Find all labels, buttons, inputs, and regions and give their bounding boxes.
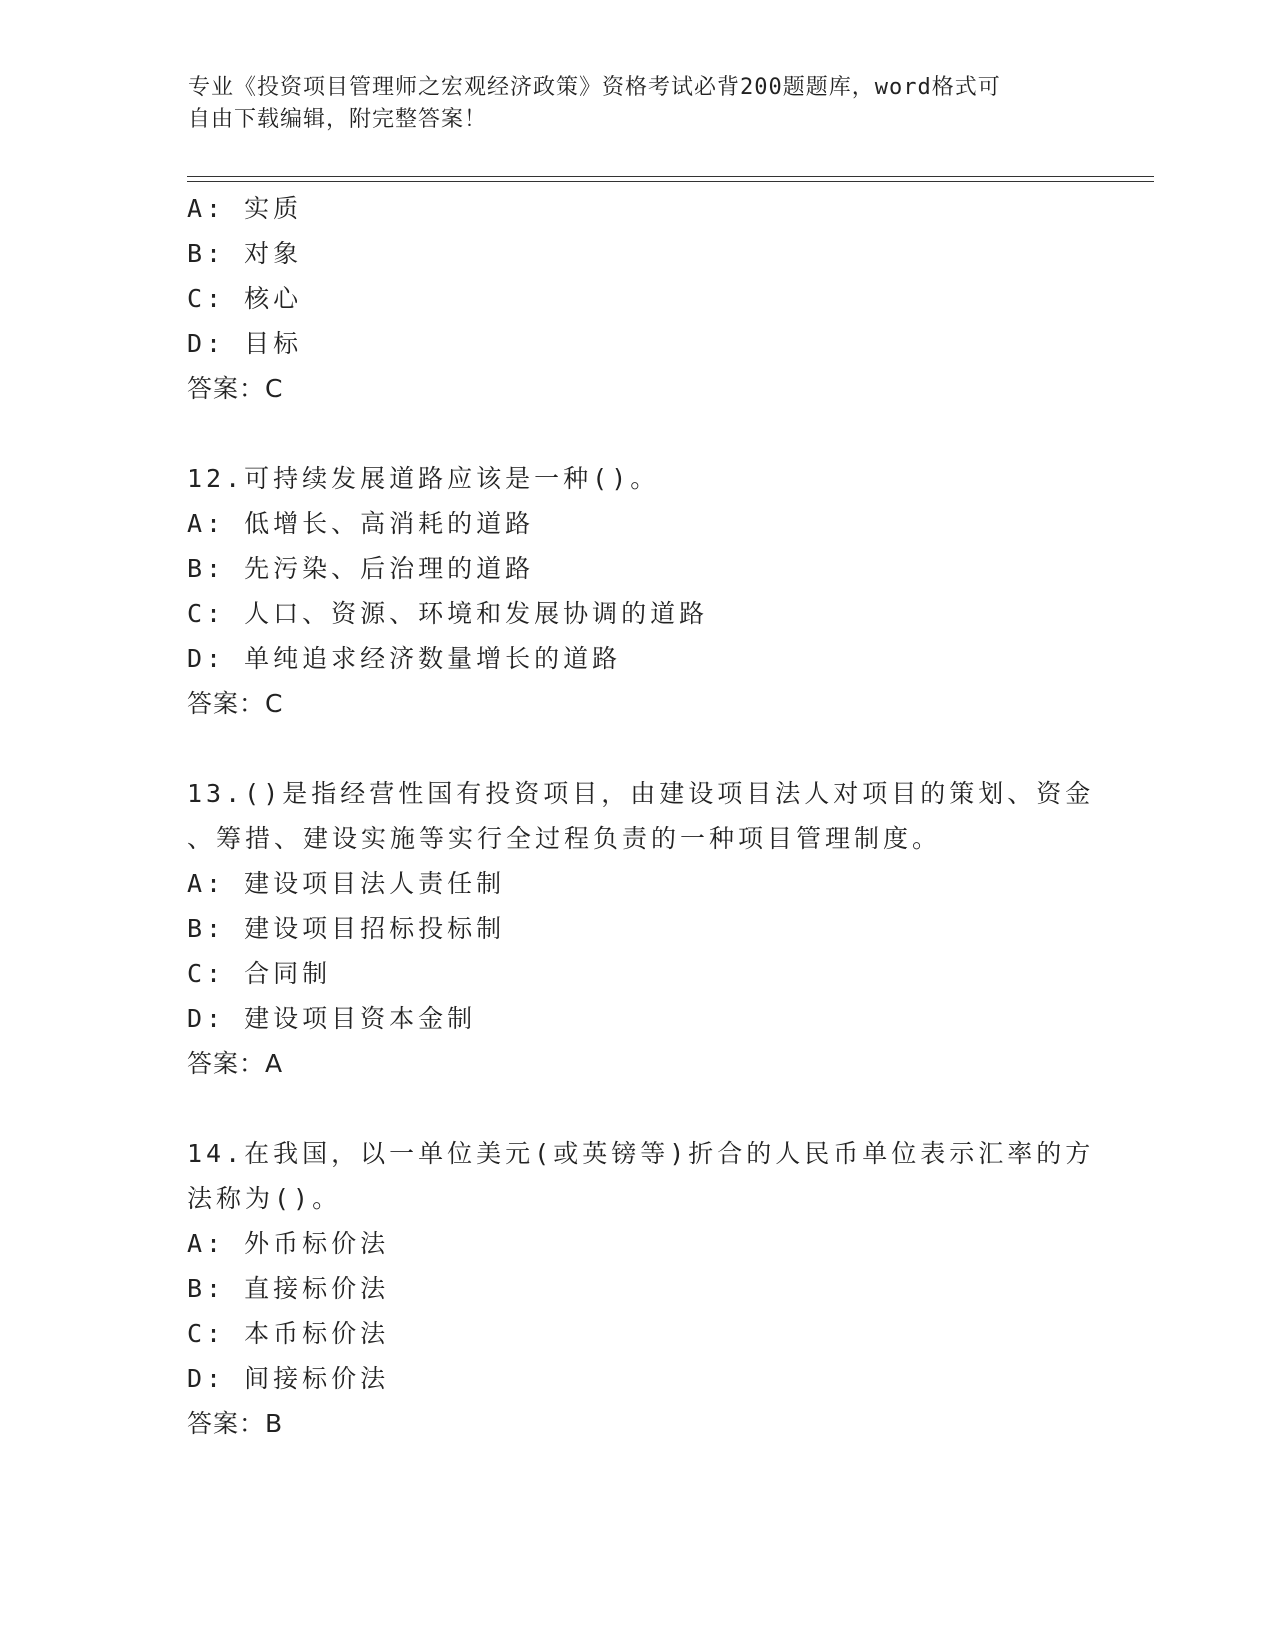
q13-option-d: D: 建设项目资本金制 xyxy=(187,1004,477,1033)
q11-option-b: B: 对象 xyxy=(187,239,303,268)
q13-option-a: A: 建设项目法人责任制 xyxy=(187,869,506,898)
q12-stem: 12.可持续发展道路应该是一种()。 xyxy=(187,464,660,493)
q13-option-b: B: 建设项目招标投标制 xyxy=(187,914,506,943)
header-line-1: 专业《投资项目管理师之宏观经济政策》资格考试必背200题题库，word格式可 xyxy=(188,75,1001,100)
q14-stem-line-1: 14.在我国，以一单位美元(或英镑等)折合的人民币单位表示汇率的方 xyxy=(187,1139,1095,1168)
q14-option-a: A: 外币标价法 xyxy=(187,1229,390,1258)
q11-option-a: A: 实质 xyxy=(187,194,303,223)
q13-answer: 答案：A xyxy=(187,1049,284,1078)
document-header xyxy=(188,72,1068,136)
q12-option-b: B: 先污染、后治理的道路 xyxy=(187,554,535,583)
header-line-2: 自由下载编辑，附完整答案！ xyxy=(188,107,488,132)
q12-option-c: C: 人口、资源、环境和发展协调的道路 xyxy=(187,599,709,628)
header-divider-bottom xyxy=(187,181,1154,182)
q11-option-c: C: 核心 xyxy=(187,284,303,313)
q14-answer: 答案：B xyxy=(187,1409,284,1438)
q12-option-a: A: 低增长、高消耗的道路 xyxy=(187,509,535,538)
q13-option-c: C: 合同制 xyxy=(187,959,332,988)
q14-option-b: B: 直接标价法 xyxy=(187,1274,390,1303)
q14-stem-line-2: 法称为()。 xyxy=(187,1184,342,1213)
q14-option-c: C: 本币标价法 xyxy=(187,1319,390,1348)
q14-option-d: D: 间接标价法 xyxy=(187,1364,390,1393)
q12-answer: 答案：C xyxy=(187,689,284,718)
q13-stem-line-1: 13.()是指经营性国有投资项目，由建设项目法人对项目的策划、资金 xyxy=(187,779,1095,808)
q11-answer: 答案：C xyxy=(187,374,284,403)
q11-option-d: D: 目标 xyxy=(187,329,303,358)
q13-stem-line-2: 、筹措、建设实施等实行全过程负责的一种项目管理制度。 xyxy=(187,824,942,853)
q12-option-d: D: 单纯追求经济数量增长的道路 xyxy=(187,644,622,673)
header-divider-top xyxy=(187,176,1154,177)
